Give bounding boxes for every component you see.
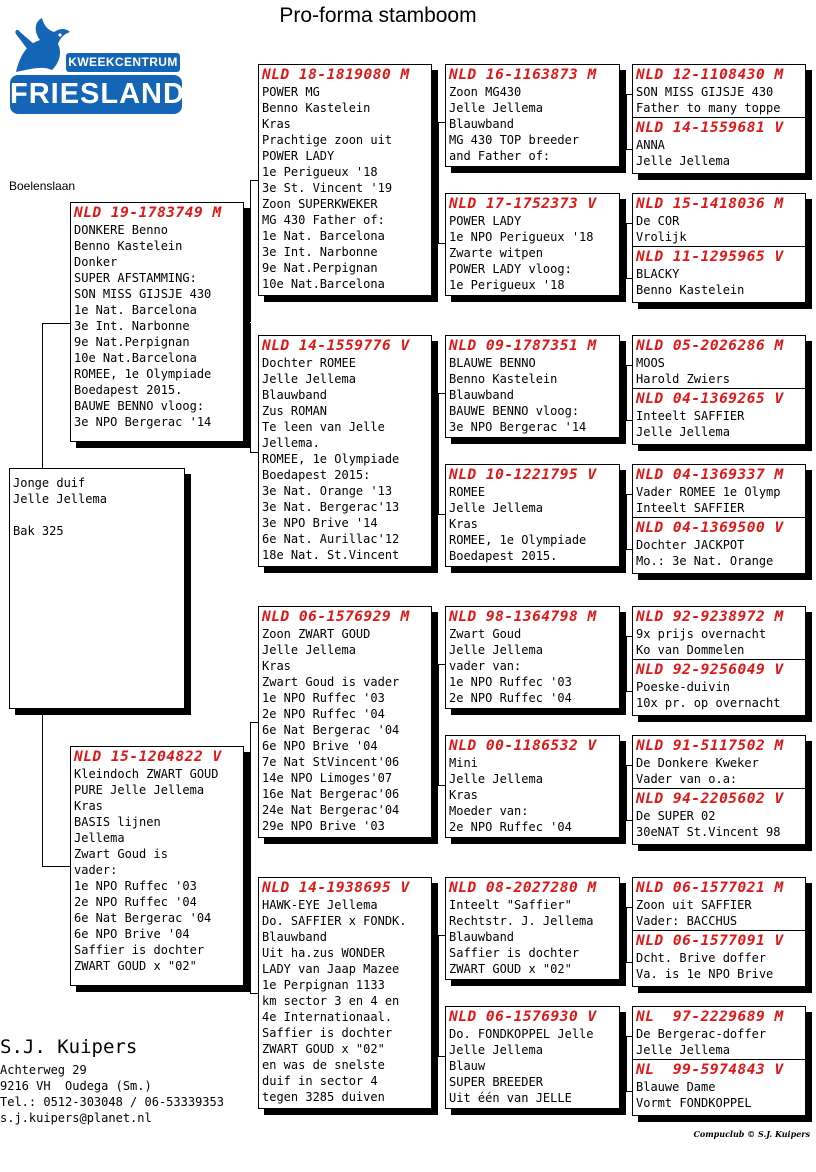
pigeon-info-line: 16e Nat Bergerac'06 <box>262 787 400 801</box>
pigeon-info-line: BAUWE BENNO vloog: <box>449 404 580 418</box>
pigeon-info-line: 1e Nat. Barcelona <box>262 229 385 243</box>
pigeon-info-line: 1e NPO Ruffec '03 <box>449 675 572 689</box>
logo-top-text: KWEEKCENTRUM <box>66 53 180 72</box>
pigeon-info-line: 3e St. Vincent '19 <box>262 181 393 195</box>
pedigree-connector <box>438 935 445 936</box>
pedigree-connector <box>626 223 627 278</box>
pigeon-info-line: De SUPER 02 <box>636 809 716 823</box>
street-label: Boelenslaan <box>9 179 76 193</box>
pigeon-info-line: De COR <box>636 214 680 228</box>
pigeon-info-line: Father to many toppe <box>636 101 781 115</box>
pigeon-info-line: Jelle Jellema <box>636 425 730 439</box>
pigeon-info-line: Uit ha.zus WONDER <box>262 946 385 960</box>
parent-card-2 <box>70 746 244 986</box>
pedigree-connector <box>626 94 627 149</box>
pigeon-info-line: Uit één van JELLE <box>449 1091 572 1105</box>
pedigree-connector <box>626 636 627 691</box>
ring-number: NLD 14-1938695 V <box>262 880 410 896</box>
pedigree-connector <box>432 722 438 723</box>
pedigree-connector <box>250 722 258 723</box>
pigeon-info-line: LADY van Jaap Mazee <box>262 962 400 976</box>
pigeon-info-line: DONKERE Benno <box>74 223 168 237</box>
ring-number: NLD 19-1783749 M <box>74 205 222 221</box>
pigeon-info-line: Jelle Jellema <box>449 643 543 657</box>
ring-number: NLD 92-9256049 V <box>636 662 784 678</box>
pigeon-info-line: Mini <box>449 756 478 770</box>
great-grandparent-card-8 <box>445 1006 620 1109</box>
pigeon-info-line: Kras <box>262 117 291 131</box>
pigeon-info-line: Zwarte witpen <box>449 246 543 260</box>
pigeon-info-line: Saffier is dochter <box>449 946 580 960</box>
ring-number: NLD 10-1221795 V <box>449 467 597 483</box>
pigeon-info-line: Donker <box>74 255 118 269</box>
gen4-pair-card-3 <box>632 335 806 445</box>
pigeon-info-line: Dochter JACKPOT <box>636 538 745 552</box>
pigeon-info-line: 1e NPO Perigueux '18 <box>449 230 594 244</box>
pigeon-info-line: ROMEE, 1e Olympiade <box>262 452 400 466</box>
page-title: Pro-forma stamboom <box>279 4 477 27</box>
pedigree-connector <box>438 393 445 394</box>
gen4-pair-card-2 <box>632 193 806 303</box>
ring-number: NLD 94-2205602 V <box>636 791 784 807</box>
logo-bottom-text: FRIESLAND <box>10 75 182 114</box>
pigeon-info-line: Vormt FONDKOPPEL <box>636 1096 752 1110</box>
pigeon-info-line: POWER LADY <box>262 149 335 163</box>
pigeon-info-line: 2e NPO Ruffec '04 <box>74 895 197 909</box>
pigeon-info-line: 2e NPO Ruffec '04 <box>449 820 572 834</box>
pigeon-info-line: Poeske-duivin <box>636 680 730 694</box>
pigeon-info-line: Benno Kastelein <box>74 239 183 253</box>
pigeon-info-line: 3e Nat. Bergerac'13 <box>262 500 400 514</box>
owner-email: s.j.kuipers@planet.nl <box>0 1111 152 1125</box>
pigeon-info-line: 10x pr. op overnacht <box>636 696 781 710</box>
gen4-pair-card-4 <box>632 464 806 574</box>
pigeon-info-line: Jelle Jellema <box>636 1043 730 1057</box>
pigeon-info-line: Zwart Goud is vader <box>262 675 400 689</box>
pigeon-info-line: Jelle Jellema <box>449 772 543 786</box>
pigeon-info-line: Kleindoch ZWART GOUD <box>74 767 219 781</box>
pigeon-info-line: Vader ROMEE 1e Olymp <box>636 485 781 499</box>
pigeon-info-line: Dcht. Brive doffer <box>636 951 767 965</box>
owner-name: S.J. Kuipers <box>0 1036 138 1058</box>
pigeon-info-line: Zus ROMAN <box>262 404 328 418</box>
pedigree-connector <box>438 785 445 786</box>
ring-number: NLD 04-1369337 M <box>636 467 784 483</box>
pigeon-info-line: Harold Zwiers <box>636 372 730 386</box>
pedigree-connector <box>250 180 251 322</box>
ring-number: NLD 04-1369500 V <box>636 520 784 536</box>
pedigree-connector <box>438 393 439 514</box>
pigeon-info-line: Benno Kastelein <box>449 372 558 386</box>
pigeon-info-line: ZWART GOUD x "02" <box>449 962 572 976</box>
pigeon-info-line: POWER MG <box>262 85 320 99</box>
grandparent-card-4 <box>258 877 432 1109</box>
pigeon-info-line: vader: <box>74 863 118 877</box>
pigeon-info-line: km sector 3 en 4 en <box>262 994 400 1008</box>
pedigree-connector <box>432 451 438 452</box>
pigeon-info-line: Zwart Goud <box>449 627 522 641</box>
pigeon-info-line: Blauwband <box>449 388 515 402</box>
pigeon-info-line: Benno Kastelein <box>262 101 371 115</box>
ring-number: NLD 14-1559681 V <box>636 120 784 136</box>
pigeon-info-line: tegen 3285 duiven <box>262 1090 385 1104</box>
pigeon-info-line: Boedapest 2015. <box>74 383 183 397</box>
pigeon-info-line: Zoon SUPERKWEKER <box>262 197 378 211</box>
owner-city: 9216 VH Oudega (Sm.) <box>0 1079 152 1093</box>
ring-number: NLD 15-1204822 V <box>74 749 222 765</box>
pigeon-info-line: Saffier is dochter <box>74 943 205 957</box>
pedigree-connector <box>620 1061 626 1062</box>
pigeon-info-line: ROMEE, 1e Olympiade <box>74 367 212 381</box>
pigeon-info-line: duif in sector 4 <box>262 1074 378 1088</box>
pigeon-info-line: SUPER AFSTAMMING: <box>74 271 197 285</box>
pigeon-info-line: 10e Nat.Barcelona <box>74 351 197 365</box>
pigeon-info-line: 1e NPO Ruffec '03 <box>262 691 385 705</box>
pigeon-info-line: Jelle Jellema <box>262 643 356 657</box>
pigeon-info-line: ROMEE, 1e Olympiade <box>449 533 587 547</box>
pigeon-info-line: MG 430 TOP breeder <box>449 133 580 147</box>
pigeon-info-line: 6e Nat Bergerac '04 <box>262 723 400 737</box>
pedigree-connector <box>250 180 258 181</box>
pigeon-info-line: Inteelt SAFFIER <box>636 501 745 515</box>
pigeon-info-line: 6e NPO Brive '04 <box>74 927 190 941</box>
pigeon-info-line: Kras <box>449 788 478 802</box>
pigeon-info-line: 24e Nat Bergerac'04 <box>262 803 400 817</box>
pedigree-connector <box>432 180 438 181</box>
great-grandparent-card-4 <box>445 464 620 567</box>
pigeon-info-line: 3e NPO Brive '14 <box>262 516 378 530</box>
pedigree-connector <box>250 722 251 866</box>
great-grandparent-card-2 <box>445 193 620 296</box>
ring-number: NLD 00-1186532 V <box>449 738 597 754</box>
pigeon-info-line: Jelle Jellema <box>449 101 543 115</box>
grandparent-card-2 <box>258 335 432 567</box>
ring-number: NLD 17-1752373 V <box>449 196 597 212</box>
pigeon-info-line: Mo.: 3e Nat. Orange <box>636 554 774 568</box>
pigeon-info-line: Jellema. <box>262 436 320 450</box>
ring-number: NLD 16-1163873 M <box>449 67 597 83</box>
pigeon-info-line: ROMEE <box>449 485 486 499</box>
great-grandparent-card-1 <box>445 64 620 167</box>
ring-number: NLD 04-1369265 V <box>636 391 784 407</box>
pedigree-connector <box>438 935 439 1056</box>
pedigree-connector <box>620 661 626 662</box>
pigeon-info-line: 1e Perpignan 1133 <box>262 978 385 992</box>
great-grandparent-card-7 <box>445 877 620 980</box>
pedigree-connector <box>438 514 445 515</box>
kweekcentrum-friesland-logo <box>8 14 185 110</box>
ring-number: NLD 06-1577021 M <box>636 880 784 896</box>
pigeon-info-line: SON MISS GIJSJE 430 <box>74 287 212 301</box>
pedigree-connector <box>438 122 445 123</box>
root-line <box>13 507 184 523</box>
pedigree-connector <box>620 790 626 791</box>
pigeon-info-line: SON MISS GIJSJE 430 <box>636 85 774 99</box>
pedigree-connector <box>42 709 43 866</box>
ring-number: NLD 18-1819080 M <box>262 67 410 83</box>
owner-address: Achterweg 29 <box>0 1063 87 1077</box>
pigeon-info-line: BLACKY <box>636 267 680 281</box>
pigeon-info-line: 29e NPO Brive '03 <box>262 819 385 833</box>
pigeon-info-line: Va. is 1e NPO Brive <box>636 967 774 981</box>
ring-number: NLD 92-9238972 M <box>636 609 784 625</box>
pigeon-info-line: 7e Nat StVincent'06 <box>262 755 400 769</box>
pigeon-info-line: 6e Nat. Aurillac'12 <box>262 532 400 546</box>
pigeon-info-line: 3e Nat. Orange '13 <box>262 484 393 498</box>
pigeon-info-line: Dochter ROMEE <box>262 356 356 370</box>
pedigree-connector <box>626 1036 627 1091</box>
pigeon-info-line: 3e Int. Narbonne <box>262 245 378 259</box>
pigeon-info-line: Zoon MG430 <box>449 85 522 99</box>
pigeon-info-line: 1e Perigueux '18 <box>449 278 565 292</box>
ring-number: NLD 08-2027280 M <box>449 880 597 896</box>
pigeon-info-line: 4e Internationaal. <box>262 1010 393 1024</box>
pigeon-info-line: Ko van Dommelen <box>636 643 745 657</box>
pigeon-info-line: 1e NPO Ruffec '03 <box>74 879 197 893</box>
pigeon-info-line: Blauwband <box>449 930 515 944</box>
gen4-pair-card-1 <box>632 64 806 174</box>
pedigree-connector <box>42 323 70 324</box>
pigeon-info-line: Kras <box>262 659 291 673</box>
gen4-pair-card-7 <box>632 877 806 987</box>
pigeon-info-line: 2e NPO Ruffec '04 <box>262 707 385 721</box>
pigeon-info-line: Blauwe Dame <box>636 1080 716 1094</box>
owner-phone: Tel.: 0512-303048 / 06-53339353 <box>0 1095 224 1109</box>
pigeon-info-line: De Bergerac-doffer <box>636 1027 767 1041</box>
pigeon-info-line: Moeder van: <box>449 804 529 818</box>
ring-number: NLD 06-1576930 V <box>449 1009 597 1025</box>
ring-number: NL 97-2229689 M <box>636 1009 784 1025</box>
ring-number: NL 99-5974843 V <box>636 1062 784 1078</box>
pedigree-connector <box>626 365 627 420</box>
gen4-pair-card-8 <box>632 1006 806 1116</box>
credit-text: Compuclub © S.J. Kuipers <box>693 1129 810 1139</box>
pigeon-info-line: 3e Int. Narbonne <box>74 319 190 333</box>
pigeon-info-line: Jelle Jellema <box>636 154 730 168</box>
pedigree-connector <box>620 390 626 391</box>
ring-number: NLD 15-1418036 M <box>636 196 784 212</box>
pedigree-connector <box>244 866 250 867</box>
pedigree-connector <box>42 866 70 867</box>
pigeon-info-line: Kras <box>74 799 103 813</box>
pigeon-info-line: Boedapest 2015. <box>449 549 558 563</box>
pigeon-info-line: Vader: BACCHUS <box>636 914 738 928</box>
pigeon-info-line: 9x prijs overnacht <box>636 627 767 641</box>
ring-number: NLD 14-1559776 V <box>262 338 410 354</box>
pigeon-info-line: POWER LADY vloog: <box>449 262 572 276</box>
pigeon-info-line: Do. FONDKOPPEL Jelle <box>449 1027 594 1041</box>
parent-card-1 <box>70 202 244 442</box>
pigeon-info-line: Blauwband <box>449 117 515 131</box>
ring-number: NLD 91-5117502 M <box>636 738 784 754</box>
great-grandparent-card-6 <box>445 735 620 838</box>
pedigree-connector <box>620 119 626 120</box>
pigeon-info-line: Do. SAFFIER x FONDK. <box>262 914 407 928</box>
pigeon-info-line: ZWART GOUD x "02" <box>74 959 197 973</box>
pigeon-info-line: 3e NPO Bergerac '14 <box>74 415 212 429</box>
pedigree-connector <box>626 907 627 962</box>
pedigree-connector <box>620 932 626 933</box>
root-pigeon-card <box>9 468 185 709</box>
pigeon-info-line: 6e Nat Bergerac '04 <box>74 911 212 925</box>
pigeon-info-line: Rechtstr. J. Jellema <box>449 914 594 928</box>
pigeon-info-line: 10e Nat.Barcelona <box>262 277 385 291</box>
pigeon-info-line: BLAUWE BENNO <box>449 356 536 370</box>
ring-number: NLD 05-2026286 M <box>636 338 784 354</box>
pigeon-info-line: 9e Nat.Perpignan <box>262 261 378 275</box>
ring-number: NLD 06-1577091 V <box>636 933 784 949</box>
ring-number: NLD 12-1108430 M <box>636 67 784 83</box>
pedigree-connector <box>626 494 627 549</box>
pigeon-info-line: PURE Jelle Jellema <box>74 783 205 797</box>
pigeon-info-line: POWER LADY <box>449 214 522 228</box>
gen4-pair-card-5 <box>632 606 806 716</box>
pigeon-info-line: 14e NPO Limoges'07 <box>262 771 393 785</box>
pigeon-info-line: 1e Perigueux '18 <box>262 165 378 179</box>
pedigree-connector <box>250 452 258 453</box>
root-line: Bak 325 <box>13 524 64 538</box>
pigeon-info-line: Saffier is dochter <box>262 1026 393 1040</box>
pigeon-info-line: 3e NPO Bergerac '14 <box>449 420 587 434</box>
ring-number: NLD 06-1576929 M <box>262 609 410 625</box>
pigeon-info-line: vader van: <box>449 659 522 673</box>
pigeon-info-line: Kras <box>449 517 478 531</box>
pigeon-info-line: Vader van o.a: <box>636 772 738 786</box>
pigeon-info-line: 1e Nat. Barcelona <box>74 303 197 317</box>
pigeon-info-line: and Father of: <box>449 149 551 163</box>
root-line: Jelle Jellema <box>13 492 107 506</box>
pigeon-info-line: 6e NPO Brive '04 <box>262 739 378 753</box>
pigeon-info-line: 9e Nat.Perpignan <box>74 335 190 349</box>
pigeon-info-line: BASIS lijnen <box>74 815 161 829</box>
great-grandparent-card-5 <box>445 606 620 709</box>
pedigree-connector <box>626 765 627 820</box>
pigeon-info-line: Inteelt SAFFIER <box>636 409 745 423</box>
pigeon-info-line: Benno Kastelein <box>636 283 745 297</box>
pigeon-info-line: ZWART GOUD x "02" <box>262 1042 385 1056</box>
pedigree-connector <box>620 519 626 520</box>
pedigree-connector <box>250 323 251 453</box>
pigeon-info-line: Jelle Jellema <box>449 1043 543 1057</box>
pedigree-connector <box>438 664 439 785</box>
pigeon-info-line: 2e NPO Ruffec '04 <box>449 691 572 705</box>
pigeon-info-line: Vrolijk <box>636 230 687 244</box>
root-line: Jonge duif <box>13 476 86 490</box>
grandparent-card-3 <box>258 606 432 838</box>
great-grandparent-card-3 <box>445 335 620 438</box>
pigeon-info-line: Zoon uit SAFFIER <box>636 898 752 912</box>
gen4-pair-card-6 <box>632 735 806 845</box>
pigeon-info-line: MOOS <box>636 356 665 370</box>
grandparent-card-1 <box>258 64 432 296</box>
pedigree-connector <box>244 323 250 324</box>
ring-number: NLD 09-1787351 M <box>449 338 597 354</box>
pedigree-connector <box>438 1056 445 1057</box>
pigeon-info-line: Te leen van Jelle <box>262 420 385 434</box>
pigeon-info-line: Boedapest 2015: <box>262 468 371 482</box>
pigeon-info-line: Jelle Jellema <box>262 372 356 386</box>
pigeon-info-line: en was de snelste <box>262 1058 385 1072</box>
pigeon-icon <box>10 14 74 76</box>
pigeon-info-line: 30eNAT St.Vincent 98 <box>636 825 781 839</box>
ring-number: NLD 11-1295965 V <box>636 249 784 265</box>
pigeon-info-line: Blauw <box>449 1059 486 1073</box>
pigeon-info-line: De Donkere Kweker <box>636 756 759 770</box>
pedigree-connector <box>432 993 438 994</box>
pedigree-connector <box>42 323 43 468</box>
pedigree-connector <box>438 122 439 243</box>
ring-number: NLD 98-1364798 M <box>449 609 597 625</box>
pigeon-info-line: MG 430 Father of: <box>262 213 385 227</box>
pigeon-info-line: 18e Nat. St.Vincent <box>262 548 400 562</box>
pigeon-info-line: SUPER BREEDER <box>449 1075 543 1089</box>
pedigree-connector <box>620 248 626 249</box>
pedigree-connector <box>250 993 258 994</box>
pigeon-info-line: Zoon ZWART GOUD <box>262 627 371 641</box>
pedigree-connector <box>438 243 445 244</box>
pigeon-info-line: ANNA <box>636 138 665 152</box>
pigeon-info-line: Jellema <box>74 831 125 845</box>
pigeon-info-line: HAWK-EYE Jellema <box>262 898 378 912</box>
pigeon-info-line: Inteelt "Saffier" <box>449 898 572 912</box>
pedigree-connector <box>250 866 251 993</box>
pigeon-info-line: Blauwband <box>262 930 328 944</box>
pigeon-info-line: Prachtige zoon uit <box>262 133 393 147</box>
pigeon-info-line: Jelle Jellema <box>449 501 543 515</box>
pigeon-info-line: BAUWE BENNO vloog: <box>74 399 205 413</box>
pedigree-connector <box>438 664 445 665</box>
pigeon-info-line: Zwart Goud is <box>74 847 168 861</box>
pigeon-info-line: Blauwband <box>262 388 328 402</box>
